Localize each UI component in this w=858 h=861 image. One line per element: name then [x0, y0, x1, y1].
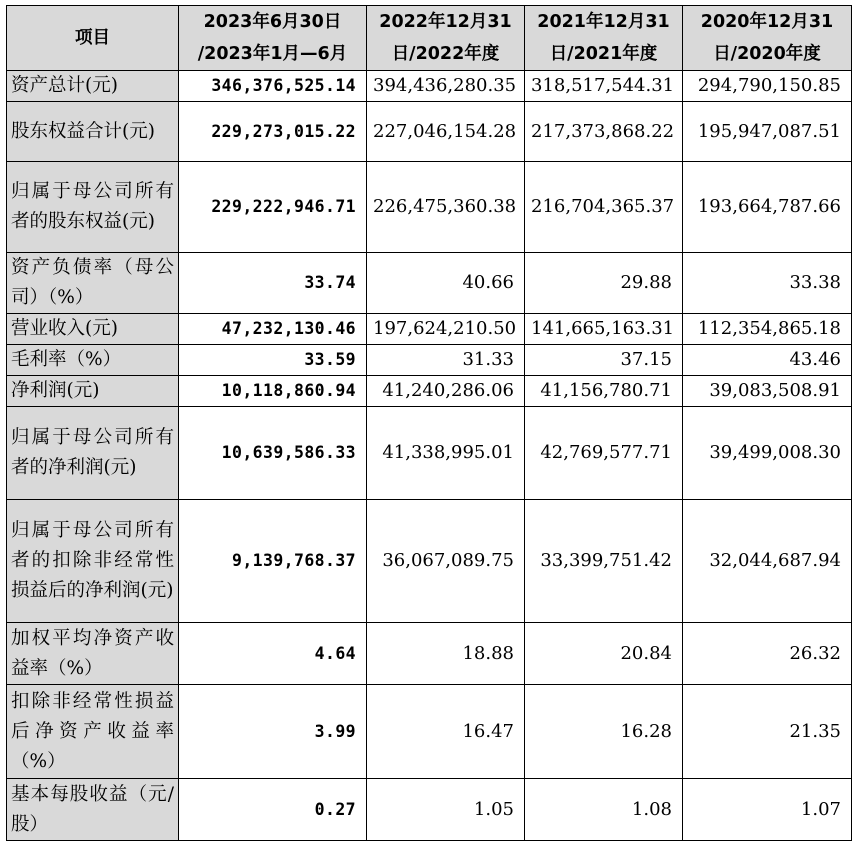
- financial-summary-table: [6, 5, 852, 841]
- value-2021: 20.84: [525, 623, 683, 685]
- value-2021: 33,399,751.42: [525, 500, 683, 623]
- value-2021: 37.15: [525, 345, 683, 376]
- header-item: [7, 6, 179, 71]
- value-2020: 32,044,687.94: [683, 500, 852, 623]
- row-label: 毛利率（%）: [7, 345, 179, 376]
- value-2023: 33.74: [179, 253, 367, 314]
- value-2022: 41,338,995.01: [367, 407, 525, 500]
- table-row: [7, 314, 852, 345]
- header-2022: [367, 6, 525, 71]
- row-label: 归属于母公司所有者的扣除非经常性损益后的净利润(元): [7, 500, 179, 623]
- row-label: 归属于母公司所有者的股东权益(元): [7, 162, 179, 253]
- value-2020: 39,083,508.91: [683, 376, 852, 407]
- header-2023-line1: 2023年6月30日: [203, 12, 342, 32]
- row-label: 基本每股收益（元/股）: [7, 779, 179, 841]
- header-2021: [525, 6, 683, 71]
- value-2021: 141,665,163.31: [525, 314, 683, 345]
- value-2021: 16.28: [525, 685, 683, 779]
- table-row: [7, 500, 852, 623]
- value-2022: 41,240,286.06: [367, 376, 525, 407]
- value-2021: 1.08: [525, 779, 683, 841]
- value-2021: 41,156,780.71: [525, 376, 683, 407]
- value-2020: 112,354,865.18: [683, 314, 852, 345]
- value-2021: 318,517,544.31: [525, 71, 683, 102]
- value-2023: 47,232,130.46: [179, 314, 367, 345]
- value-2020: 1.07: [683, 779, 852, 841]
- value-2020: 33.38: [683, 253, 852, 314]
- value-2022: 36,067,089.75: [367, 500, 525, 623]
- row-label: 归属于母公司所有者的净利润(元): [7, 407, 179, 500]
- header-2021-line2: 日/2021年度: [549, 44, 658, 64]
- row-label: 营业收入(元): [7, 314, 179, 345]
- value-2022: 227,046,154.28: [367, 102, 525, 162]
- header-2022-line2: 日/2022年度: [391, 44, 500, 64]
- value-2022: 31.33: [367, 345, 525, 376]
- value-2023: 10,118,860.94: [179, 376, 367, 407]
- value-2023: 4.64: [179, 623, 367, 685]
- table-row: [7, 71, 852, 102]
- header-2021-line1: 2021年12月31: [537, 12, 670, 32]
- header-2023-line2: /2023年1月—6月: [197, 44, 348, 64]
- row-label: 净利润(元): [7, 376, 179, 407]
- value-2022: 226,475,360.38: [367, 162, 525, 253]
- value-2023: 10,639,586.33: [179, 407, 367, 500]
- value-2021: 29.88: [525, 253, 683, 314]
- header-2020-line2: 日/2020年度: [713, 44, 821, 64]
- table-row: [7, 407, 852, 500]
- table-header-row: [7, 6, 852, 71]
- row-label: 加权平均净资产收益率（%）: [7, 623, 179, 685]
- header-2020-line1: 2020年12月31: [700, 12, 834, 32]
- row-label: 股东权益合计(元): [7, 102, 179, 162]
- header-2020: [683, 6, 852, 71]
- table-row: [7, 779, 852, 841]
- value-2022: 394,436,280.35: [367, 71, 525, 102]
- value-2023: 3.99: [179, 685, 367, 779]
- value-2022: 40.66: [367, 253, 525, 314]
- value-2023: 33.59: [179, 345, 367, 376]
- header-2023: [179, 6, 367, 71]
- value-2023: 346,376,525.14: [179, 71, 367, 102]
- table-row: [7, 345, 852, 376]
- value-2020: 43.46: [683, 345, 852, 376]
- value-2022: 197,624,210.50: [367, 314, 525, 345]
- value-2020: 294,790,150.85: [683, 71, 852, 102]
- value-2020: 195,947,087.51: [683, 102, 852, 162]
- value-2022: 1.05: [367, 779, 525, 841]
- value-2022: 18.88: [367, 623, 525, 685]
- table-row: [7, 253, 852, 314]
- value-2023: 0.27: [179, 779, 367, 841]
- value-2021: 217,373,868.22: [525, 102, 683, 162]
- value-2023: 229,273,015.22: [179, 102, 367, 162]
- value-2021: 42,769,577.71: [525, 407, 683, 500]
- value-2021: 216,704,365.37: [525, 162, 683, 253]
- row-label: 资产负债率（母公司）（%）: [7, 253, 179, 314]
- header-2022-line1: 2022年12月31: [379, 12, 512, 32]
- value-2020: 193,664,787.66: [683, 162, 852, 253]
- table-row: [7, 102, 852, 162]
- header-item-label: 项目: [75, 28, 110, 48]
- table-row: [7, 623, 852, 685]
- value-2020: 21.35: [683, 685, 852, 779]
- value-2020: 26.32: [683, 623, 852, 685]
- table-row: [7, 376, 852, 407]
- value-2023: 9,139,768.37: [179, 500, 367, 623]
- table-row: [7, 162, 852, 253]
- row-label: 扣除非经常性损益后净资产收益率（%）: [7, 685, 179, 779]
- row-label: 资产总计(元): [7, 71, 179, 102]
- value-2022: 16.47: [367, 685, 525, 779]
- value-2023: 229,222,946.71: [179, 162, 367, 253]
- table-row: [7, 685, 852, 779]
- value-2020: 39,499,008.30: [683, 407, 852, 500]
